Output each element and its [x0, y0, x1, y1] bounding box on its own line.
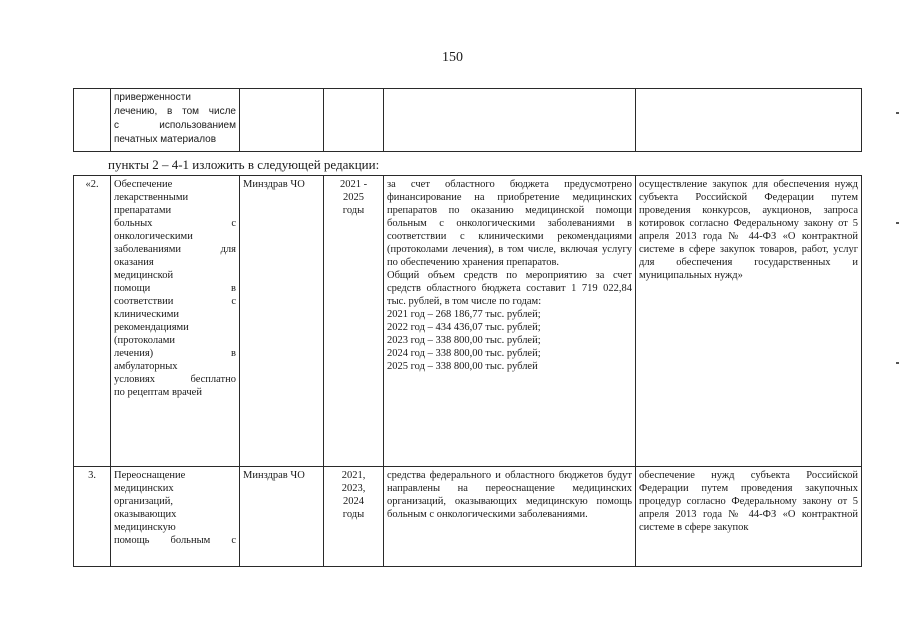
cell-event-name: [111, 467, 240, 567]
text-line: 2024: [343, 496, 364, 507]
cell-number: [74, 89, 111, 152]
financing-year: 2022 год – 434 436,07 тыс. рублей;: [387, 322, 541, 333]
text-line: по рецептам врачей: [114, 387, 202, 398]
instruction-text: пункты 2 – 4-1 изложить в следующей редакции:: [108, 157, 380, 172]
text-line: с использованием: [114, 120, 236, 131]
cell-procurement: [636, 89, 862, 152]
cell-financing: средства федерального и областного бюджетов будут направлены на переоснащение медицинских организаций, оказывающих медицинскую помощь больным с онкологическими заболеваниями.: [384, 467, 636, 567]
text-line: Обеспечение: [114, 179, 173, 190]
text-line: печатных материалов: [114, 134, 217, 145]
cell-event-name: [111, 89, 240, 152]
text-line: Переоснащение: [114, 470, 186, 481]
text-line: 2025: [343, 192, 364, 203]
cell-years: [324, 176, 384, 467]
text-line: соответствии с: [114, 296, 236, 307]
text-line: 2023,: [341, 483, 366, 494]
financing-year: 2024 год – 338 800,00 тыс. рублей;: [387, 348, 541, 359]
scan-mark: [896, 222, 899, 224]
text-line: заболеваниями для: [114, 244, 236, 255]
scan-mark: [896, 112, 899, 114]
measures-table: [73, 175, 862, 567]
text-line: амбулаторных: [114, 361, 178, 372]
text-line: оказывающих: [114, 509, 177, 520]
text-line: препаратами: [114, 205, 172, 216]
cell-financing: [384, 89, 636, 152]
cell-number: 3.: [74, 467, 111, 567]
financing-total: Общий объем средств по мероприятию за счет средств областного бюджета составит 1 719 022,84 тыс. рублей, в том числе по годам:: [387, 270, 632, 307]
text-line: помощи в: [114, 283, 236, 294]
text-line: 2021 -: [339, 179, 368, 190]
scan-mark: [896, 362, 899, 364]
text-line: лекарственными: [114, 192, 189, 203]
text-line: медицинскую: [114, 522, 176, 533]
text-line: помощь больным с: [114, 535, 236, 546]
table-row: [74, 176, 862, 467]
cell-procurement: обеспечение нужд субъекта Российской Федерации путем проведения закупочных процедур согласно Федеральному закону от 5 апреля 2013 года № 44-ФЗ «О контрактной системе в сфере закупок: [636, 467, 862, 567]
cell-executor: Минздрав ЧО: [240, 176, 324, 467]
table-row: [74, 467, 862, 567]
financing-description: за счет областного бюджета предусмотрено финансирование на приобретение медицинских препаратов по оказанию медицинской помощи больным с онкологическими заболеваниями в соответствии с клиническими рекомендациями (протоколами лечения), в том числе, включая услугу по обеспечению хранения препаратов.: [387, 179, 632, 268]
cell-procurement: осуществление закупок для обеспечения нужд субъекта Российской Федерации путем проведения конкурсов, аукционов, запроса котировок согласно Федеральному закону от 5 апреля 2013 года № 44-ФЗ «О контрактной системе в сфере закупок товаров, работ, услуг для обеспечения государственных и муниципальных нужд»: [636, 176, 862, 467]
text-line: приверженности: [114, 92, 191, 103]
text-line: больных с: [114, 218, 236, 229]
cell-financing: [384, 176, 636, 467]
text-line: медицинских: [114, 483, 174, 494]
cell-number: «2.: [74, 176, 111, 467]
text-line: годы: [342, 509, 365, 520]
cell-years: [324, 89, 384, 152]
cell-event-name: [111, 176, 240, 467]
text-line: организаций,: [114, 496, 173, 507]
text-line: условиях бесплатно: [114, 374, 236, 385]
continuation-table: [73, 88, 862, 152]
text-line: (протоколами: [114, 335, 176, 346]
text-line: лечения) в: [114, 348, 236, 359]
table-row: [74, 89, 862, 152]
text-line: 2021,: [341, 470, 366, 481]
text-line: клиническими: [114, 309, 180, 320]
cell-years: [324, 467, 384, 567]
financing-year: 2025 год – 338 800,00 тыс. рублей: [387, 361, 538, 372]
cell-executor: Минздрав ЧО: [240, 467, 324, 567]
financing-year: 2023 год – 338 800,00 тыс. рублей;: [387, 335, 541, 346]
text-line: оказания: [114, 257, 154, 268]
text-line: медицинской: [114, 270, 174, 281]
financing-year: 2021 год – 268 186,77 тыс. рублей;: [387, 309, 541, 320]
page-number: 150: [442, 50, 463, 65]
cell-executor: [240, 89, 324, 152]
text-line: онкологическими: [114, 231, 193, 242]
text-line: лечению, в том числе: [114, 106, 236, 117]
text-line: рекомендациями: [114, 322, 189, 333]
text-line: годы: [342, 205, 365, 216]
